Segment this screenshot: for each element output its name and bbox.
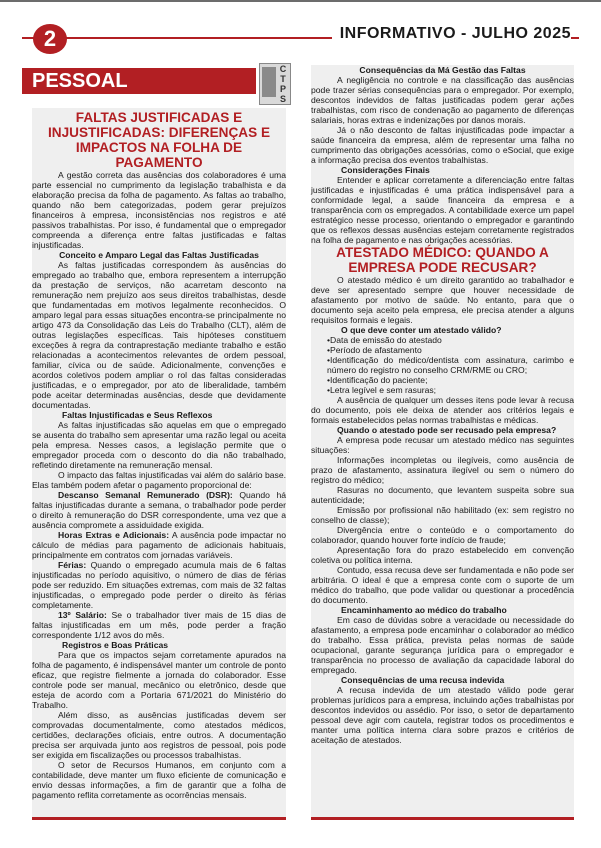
item-label: Férias: [58,560,87,570]
paragraph: O atestado médico é um direito garantido ao trabalhador e deve ser apresentado sempre que houver necessidade de afastamento por motivo de saúde. No entanto, para que o documento seja aceito pela empresa, ele precisa atender a alguns requisitos formais e legais. [311,275,574,325]
paragraph: As faltas justificadas correspondem às ausências do empregado ao trabalho que, embora representem a interrupção da prestação de serviços, não acarretam desconto na remuneração nem prejuízo aos seus direitos trabalhistas, desde que fundamentadas em motivos legalmente reconhecidos. O amparo legal para essas situações encontra-se principalmente no artigo 473 da Consolidação das Leis do Trabalho (CLT), além de outras legislações específicas. Tais hipóteses constituem exceções à regra da contraprestação mediante trabalho e estão relacionadas a acontecimentos relevantes de ordem pessoal, familiar, cívica ou de saúde. Adicionalmente, convenções e acordos coletivos podem ampliar o rol das faltas consideradas justificadas, e o empregador, por ato de liberalidade, também pode aceitar determinadas ausências, desde que devidamente documentadas. [32,260,286,410]
paragraph: A recusa indevida de um atestado válido pode gerar problemas jurídicos para a empresa, incluindo ações trabalhistas por descontos indevidos ou assédio. Por isso, o setor de departamento pessoal deve agir com cautela, registrar todos os procedimentos e manter uma política interna clara sobre prazos e critérios de aceitação de atestados. [311,685,574,745]
list-item-ferias [32,560,286,610]
item-text: Se o trabalhador tiver mais de 15 dias de faltas injustificadas em um mês, pode perder a fração correspondente 1/12 avos do mês. [32,610,286,640]
newsletter-title: INFORMATIVO - JULHO 2025 [332,25,571,43]
paragraph: Em caso de dúvidas sobre a veracidade ou necessidade do afastamento, a empresa pode encaminhar o colaborador ao médico do trabalho. Essa prática, prevista pelas normas de saúde ocupacional, garante segurança jurídica para o empregador e transparência no processo de avaliação da capacidade laboral do empregado. [311,615,574,675]
paragraph: O impacto das faltas injustificadas vai além do salário base. Elas também podem afetar o pagamento proporcional de: [32,470,286,490]
list-item: •Letra legível e sem rasuras; [327,385,437,395]
page-number-badge: 2 [33,24,67,54]
paragraph: Contudo, essa recusa deve ser fundamentada e não pode ser arbitrária. O ideal é que a empresa conte com o suporte de um médico do trabalho, que pode validar ou questionar a procedência do documento. [311,565,574,605]
subheading: Considerações Finais [341,165,430,175]
section-label: PESSOAL [22,68,256,94]
article-headline: FALTAS JUSTIFICADAS E INJUSTIFICADAS: DIFERENÇAS E IMPACTOS NA FOLHA DE PAGAMENTO [47,110,271,170]
item-text: A ausência pode impactar no cálculo de médias para pagamento de adicionais habituais, principalmente em contratos com jornadas variáveis. [32,530,286,560]
subheading: Registros e Boas Práticas [62,640,169,650]
paragraph: A negligência no controle e na classificação das ausências pode trazer sérias consequências para o empregador. Por exemplo, descontos indevidos de faltas justificadas podem gerar ações trabalhistas, com risco de condenação ao pagamento de diferenças salariais, horas extras e indenizações por danos morais. [311,75,574,125]
list-item-13-salario [32,610,286,640]
list-item: •Identificação do médico/dentista com assinatura, carimbo e número do registro no conselho CRM/RME ou CRO; [327,355,574,375]
subheading: Conceito e Amparo Legal das Faltas Justificadas [59,250,259,260]
paragraph: Para que os impactos sejam corretamente apurados na folha de pagamento, é indispensável manter um controle de ponto eficaz, que registre fielmente a jornada do colaborador. Esse controle pode ser manual, mecânico ou eletrônico, desde que esteja de acordo com a Portaria 671/2021 do Ministério do Trabalho. [32,650,286,710]
ctps-icon-text: C T P S [279,64,287,104]
paragraph: Informações incompletas ou ilegíveis, como ausência de prazo de afastamento, assinatura ilegível ou sem o número do registro do médico; [311,455,574,485]
subheading: Quando o atestado pode ser recusado pela empresa? [337,425,557,435]
list-item: •Identificação do paciente; [327,375,428,385]
paragraph: Já o não desconto de faltas injustificadas pode impactar a saúde financeira da empresa, além de representar uma falha no cumprimento das obrigações acessórias, como o eSocial, que exige a informação precisa dos eventos trabalhistas. [311,125,574,165]
ctps-booklet-icon [259,63,291,105]
paragraph: A gestão correta das ausências dos colaboradores é uma parte essencial no cumprimento da legislação trabalhista e da elaboração precisa da folha de pagamento. As faltas ao trabalho, quando não bem categorizadas, podem gerar prejuízos financeiros à empresa, inconsistências nos registros e até passivos trabalhistas. Por isso, é fundamental que o empregador compreenda a diferença entre faltas justificadas e faltas injustificadas. [32,170,286,250]
subheading: Encaminhamento ao médico do trabalho [341,605,507,615]
subheading: O que deve conter um atestado válido? [341,325,502,335]
subheading: Faltas Injustificadas e Seus Reflexos [62,410,213,420]
item-label: 13º Salário: [58,610,107,620]
paragraph: As faltas injustificadas são aquelas em que o empregado se ausenta do trabalho sem apresentar uma razão legal ou aceita pela empresa. Nesses casos, a legislação permite que o empregador proceda com o desconto do dia não trabalhado, refletindo diretamente na remuneração mensal. [32,420,286,470]
paragraph: Rasuras no documento, que levantem suspeita sobre sua autenticidade; [311,485,574,505]
list-item: •Data de emissão do atestado [327,335,442,345]
item-label: Descanso Semanal Remunerado (DSR): [58,490,233,500]
item-label: Horas Extras e Adicionais: [58,530,170,540]
paragraph: Além disso, as ausências justificadas devem ser comprovadas documentalmente, como atestados médicos, certidões, declarações oficiais, entre outros. A documentação precisa ser arquivada junto aos registros de pessoal, pois pode ser exigida em fiscalizações ou processos trabalhistas. [32,710,286,760]
paragraph: Apresentação fora do prazo estabelecido em convenção coletiva ou política interna. [311,545,574,565]
item-text: Quando o empregado acumula mais de 6 faltas injustificadas no período aquisitivo, o número de dias de férias pode ser reduzido. Em situações extremas, com mais de 32 faltas injustificadas, o empregado pode perder o direito às férias completamente. [32,560,286,610]
list-item-dsr [32,490,286,530]
left-column [32,108,286,820]
subheading: Consequências de uma recusa indevida [341,675,505,685]
item-text: Quando há faltas injustificadas durante a semana, o trabalhador pode perder o direito à remuneração do DSR correspondente, uma vez que a ausência compromete a assiduidade exigida. [32,490,286,530]
paragraph: A empresa pode recusar um atestado médico nas seguintes situações: [311,435,574,455]
paragraph: A ausência de qualquer um desses itens pode levar à recusa do documento, pois ele deixa de atender aos critérios legais e formais estabelecidos pelas normas trabalhistas e médicas. [311,395,574,425]
article-headline: ATESTADO MÉDICO: QUANDO A EMPRESA PODE RECUSAR? [336,245,549,275]
top-border [0,0,601,2]
paragraph: O setor de Recursos Humanos, em conjunto com a contabilidade, deve manter um fluxo eficiente de comunicação e envio dessas informações, a fim de garantir que a folha de pagamento reflita corretamente as ocorrências mensais. [32,760,286,800]
paragraph: Emissão por profissional não habilitado (ex: sem registro no conselho de classe); [311,505,574,525]
list-item: •Período de afastamento [327,345,422,355]
subheading: Consequências da Má Gestão das Faltas [359,65,526,75]
paragraph: Entender e aplicar corretamente a diferenciação entre faltas justificadas e injustificadas é uma prática indispensável para a conformidade legal, a saúde financeira da empresa e a transparência com os empregados. A contabilidade exerce um papel estratégico nesse processo, orientando o empregador e garantindo que os reflexos dessas ausências estejam corretamente registrados na folha de pagamento e nas obrigações acessórias. [311,175,574,245]
right-column [311,65,574,820]
list-item-horas-extras [32,530,286,560]
booklet-seal-icon [262,67,276,97]
paragraph: Divergência entre o conteúdo e o comportamento do colaborador, quando houver forte indício de fraude; [311,525,574,545]
